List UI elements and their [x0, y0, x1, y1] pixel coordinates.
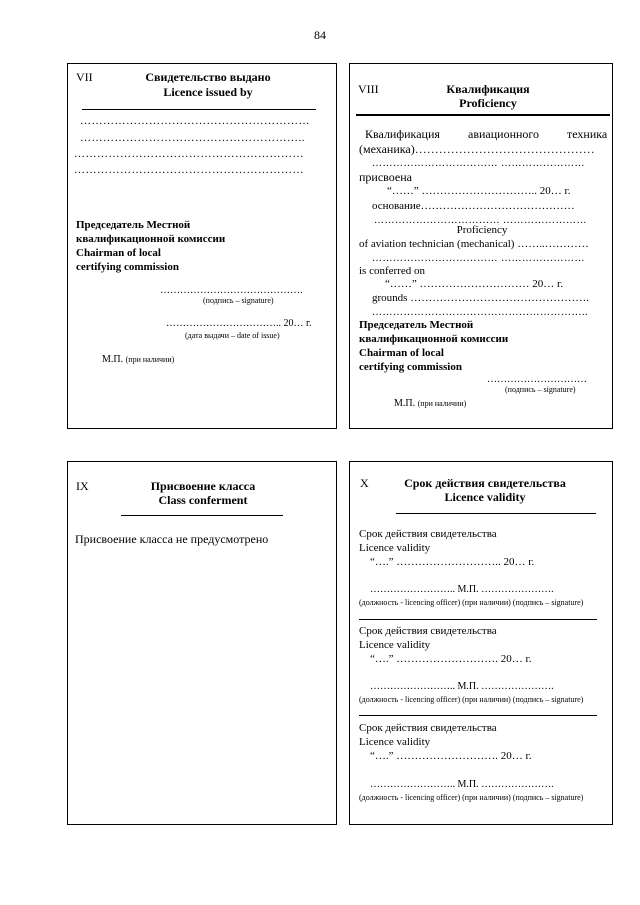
date-of-issue-line: …………………………….. 20… г.: [166, 318, 312, 329]
validity-date-line: “….” ………………………. 20… г.: [370, 653, 532, 665]
officer-signature-line: …………………….. М.П. ………………….: [370, 779, 554, 790]
section-title-ru: Свидетельство выдано: [145, 70, 271, 84]
assigned-label: присвоена: [359, 170, 412, 184]
panel-class-conferment: [67, 461, 337, 825]
chairman-en: Chairman of local: [76, 247, 161, 259]
section-title-en: Proficiency: [459, 96, 517, 110]
stamp: М.П. (при наличии): [102, 354, 175, 365]
class-conferment-text: Присвоение класса не предусмотрено: [75, 532, 269, 546]
validity-ru: Срок действия свидетельства: [359, 722, 497, 734]
basis-line: основание……………………………………: [372, 200, 575, 212]
signature-label: (подпись – signature): [203, 296, 274, 305]
page-number: 84: [314, 28, 326, 42]
section-title-en: Licence issued by: [163, 85, 253, 99]
chairman-ru: Председатель Местной: [76, 219, 191, 231]
title-underline: [121, 515, 283, 516]
dotted-line: ……………………………………………………..: [372, 307, 588, 318]
validity-en: Licence validity: [359, 639, 431, 651]
dotted-line: ……………………………… ……………………: [372, 158, 585, 169]
chairman-ru: Председатель Местной: [359, 319, 474, 331]
technician-line: of aviation technician (mechanical) ……..…………: [359, 238, 589, 250]
proficiency-label: Proficiency: [456, 224, 508, 236]
signature-dots: …………………………………….: [160, 285, 303, 296]
conferred-date-line: “……” ………………………… 20… г.: [385, 278, 564, 290]
dotted-line: ……………………………… ……………………: [372, 253, 585, 264]
section-numeral: VII: [76, 70, 93, 84]
grounds-line: grounds ………………………………………….: [372, 292, 589, 304]
officer-signature-labels: (должность - licencing officer) (при наличии) (подпись – signature): [359, 598, 584, 607]
validity-en: Licence validity: [359, 542, 431, 554]
officer-signature-line: …………………….. М.П. ………………….: [370, 681, 554, 692]
chairman-en: certifying commission: [359, 361, 462, 373]
officer-signature-line: …………………….. М.П. ………………….: [370, 584, 554, 595]
panel-proficiency: [349, 63, 613, 429]
section-title-en: Class conferment: [158, 493, 248, 507]
officer-signature-labels: (должность - licencing officer) (при наличии) (подпись – signature): [359, 793, 584, 802]
validity-en: Licence validity: [359, 736, 431, 748]
panel-licence-validity: [349, 461, 613, 825]
panel-licence-issued-by: [67, 63, 337, 429]
section-numeral: X: [360, 476, 369, 490]
validity-date-line: “….” ……………………….. 20… г.: [370, 556, 535, 568]
title-underline: [356, 114, 610, 116]
qualification-line: (механика)………………………………………: [359, 142, 595, 156]
chairman-en: certifying commission: [76, 261, 179, 273]
validity-ru: Срок действия свидетельства: [359, 625, 497, 637]
dotted-line: …………………………………………………..: [80, 132, 305, 144]
block-divider: [359, 619, 597, 620]
date-of-issue-label: (дата выдачи – date of issue): [185, 331, 280, 340]
qualification-word: техника: [567, 127, 608, 141]
chairman-en: Chairman of local: [359, 347, 444, 359]
qualification-word: авиационного: [468, 127, 540, 141]
assigned-date-line: “……” ………………………….. 20… г.: [387, 185, 571, 197]
signature-dots: …………………………: [487, 374, 587, 385]
chairman-ru: квалификационной комиссии: [359, 333, 509, 345]
section-title-ru: Присвоение класса: [150, 479, 256, 493]
dotted-line: ……………………………… ……………………: [374, 215, 587, 226]
title-underline: [396, 513, 596, 514]
title-underline: [82, 109, 316, 110]
conferred-label: is conferred on: [359, 265, 425, 277]
signature-label: (подпись – signature): [505, 385, 576, 394]
dotted-line: ……………………………………………………: [74, 148, 304, 160]
chairman-ru: квалификационной комиссии: [76, 233, 226, 245]
officer-signature-labels: (должность - licencing officer) (при наличии) (подпись – signature): [359, 695, 584, 704]
dotted-line: ……………………………………………………: [74, 164, 304, 176]
validity-ru: Срок действия свидетельства: [359, 528, 497, 540]
qualification-word: Квалификация: [365, 127, 440, 141]
block-divider: [359, 715, 597, 716]
stamp: М.П. (при наличии): [394, 398, 467, 409]
validity-date-line: “….” ………………………. 20… г.: [370, 750, 532, 762]
section-numeral: IX: [76, 479, 89, 493]
section-title-ru: Срок действия свидетельства: [404, 476, 566, 490]
section-title-ru: Квалификация: [446, 82, 530, 96]
section-numeral: VIII: [358, 82, 379, 96]
dotted-line: ……………………………………………………: [80, 115, 310, 127]
section-title-en: Licence validity: [444, 490, 526, 504]
